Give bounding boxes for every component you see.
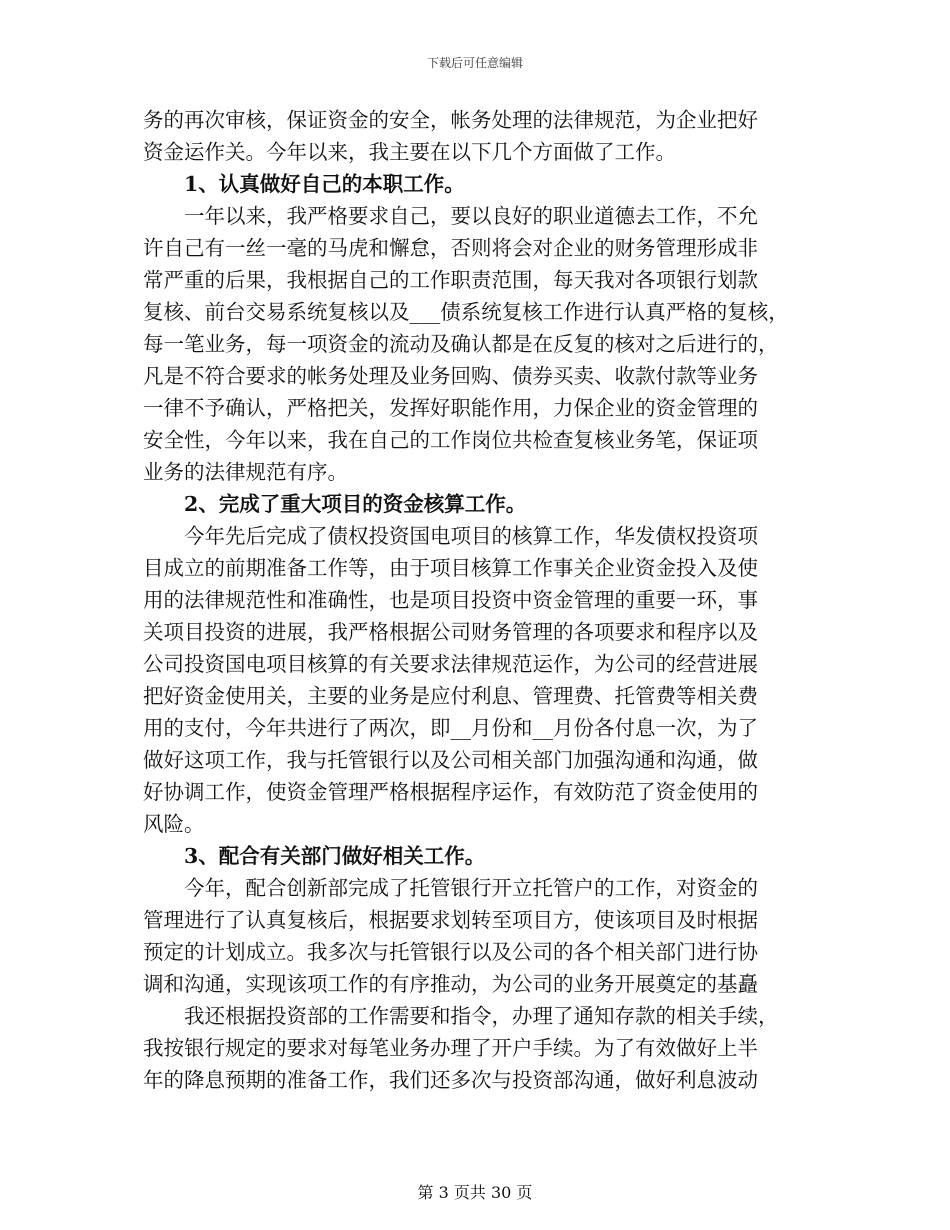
paragraph-line: 管理进行了认真复核后，根据要求划转至项目方，使该项目及时根据 — [143, 908, 758, 932]
paragraph-line: 务的再次审核，保证资金的安全，帐务处理的法律规范，为企业把好 — [143, 108, 758, 132]
paragraph-line: 凡是不符合要求的帐务处理及业务回购、债券买卖、收款付款等业务 — [143, 364, 758, 388]
page-number-footer: 第 3 页共 30 页 — [417, 1183, 533, 1202]
paragraph-line: 年的降息预期的准备工作，我们还多次与投资部沟通，做好利息波动 — [143, 1068, 758, 1092]
paragraph-line: 风险。 — [143, 812, 205, 836]
section-heading: 1、认真做好自己的本职工作。 — [184, 172, 465, 196]
paragraph-line: 常严重的后果，我根据自己的工作职责范围，每天我对各项银行划款 — [143, 268, 758, 292]
document-body — [143, 104, 813, 1096]
paragraph-line: 预定的计划成立。我多次与托管银行以及公司的各个相关部门进行协 — [143, 940, 758, 964]
section-heading: 3、配合有关部门做好相关工作。 — [184, 844, 486, 868]
paragraph-line: 一年以来，我严格要求自己，要以良好的职业道德去工作，不允 — [184, 204, 758, 228]
paragraph-line: 今年，配合创新部完成了托管银行开立托管户的工作，对资金的 — [184, 876, 758, 900]
paragraph-line: 我按银行规定的要求对每笔业务办理了开户手续。为了有效做好上半 — [143, 1036, 758, 1060]
paragraph-line: 资金运作关。今年以来，我主要在以下几个方面做了工作。 — [143, 140, 676, 164]
paragraph-line: 一律不予确认，严格把关，发挥好职能作用，力保企业的资金管理的 — [143, 396, 758, 420]
paragraph-line: 我还根据投资部的工作需要和指令，办理了通知存款的相关手续， — [184, 1004, 779, 1028]
paragraph-line: 调和沟通，实现该项工作的有序推动，为公司的业务开展奠定的基矗 — [143, 972, 758, 996]
paragraph-line: 许自己有一丝一毫的马虎和懈怠，否则将会对企业的财务管理形成非 — [143, 236, 758, 260]
paragraph-line: 用的支付，今年共进行了两次，即__月份和__月份各付息一次，为了 — [143, 716, 758, 740]
paragraph-line: 每一笔业务，每一项资金的流动及确认都是在反复的核对之后进行的， — [143, 332, 779, 356]
paragraph-line: 公司投资国电项目核算的有关要求法律规范运作，为公司的经营进展 — [143, 652, 758, 676]
paragraph-line: 把好资金使用关，主要的业务是应付利息、管理费、托管费等相关费 — [143, 684, 758, 708]
paragraph-line: 好协调工作，使资金管理严格根据程序运作，有效防范了资金使用的 — [143, 780, 758, 804]
paragraph-line: 用的法律规范性和准确性，也是项目投资中资金管理的重要一环，事 — [143, 588, 758, 612]
paragraph-line: 业务的法律规范有序。 — [143, 460, 348, 484]
paragraph-line: 今年先后完成了债权投资国电项目的核算工作，华发债权投资项 — [184, 524, 758, 548]
section-heading: 2、完成了重大项目的资金核算工作。 — [184, 492, 527, 516]
paragraph-line: 复核、前台交易系统复核以及___债系统复核工作进行认真严格的复核， — [143, 300, 789, 324]
page-header-note: 下载后可任意编辑 — [426, 56, 523, 70]
paragraph-line: 安全性，今年以来，我在自己的工作岗位共检查复核业务笔，保证项 — [143, 428, 758, 452]
paragraph-line: 目成立的前期准备工作等，由于项目核算工作事关企业资金投入及使 — [143, 556, 758, 580]
paragraph-line: 关项目投资的进展，我严格根据公司财务管理的各项要求和程序以及 — [143, 620, 758, 644]
paragraph-line: 做好这项工作，我与托管银行以及公司相关部门加强沟通和沟通，做 — [143, 748, 758, 772]
